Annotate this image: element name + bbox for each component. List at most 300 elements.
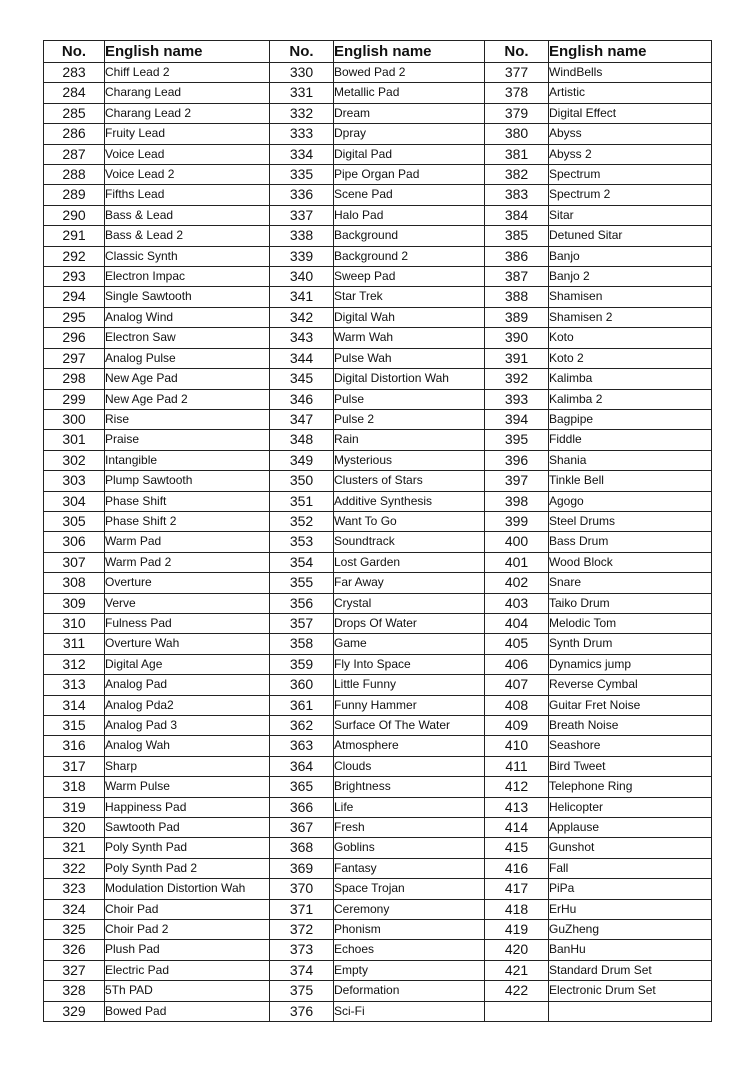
no-cell: 410: [485, 736, 549, 756]
header-name-2: English name: [334, 41, 485, 63]
name-cell: Electric Pad: [105, 960, 270, 980]
name-cell: Charang Lead 2: [105, 103, 270, 123]
name-cell: Far Away: [334, 573, 485, 593]
name-cell: Metallic Pad: [334, 83, 485, 103]
no-cell: 301: [44, 430, 105, 450]
no-cell: 352: [270, 511, 334, 531]
name-cell: Dream: [334, 103, 485, 123]
no-cell: 405: [485, 634, 549, 654]
no-cell: 297: [44, 348, 105, 368]
voice-list-table: [43, 40, 712, 1022]
no-cell: 382: [485, 165, 549, 185]
table-row: [44, 960, 712, 980]
no-cell: 377: [485, 63, 549, 83]
no-cell: 381: [485, 144, 549, 164]
name-cell: Deformation: [334, 981, 485, 1001]
no-cell: 294: [44, 287, 105, 307]
no-cell: 368: [270, 838, 334, 858]
name-cell: Little Funny: [334, 675, 485, 695]
no-cell: 284: [44, 83, 105, 103]
name-cell: Atmosphere: [334, 736, 485, 756]
no-cell: 411: [485, 756, 549, 776]
table-row: [44, 205, 712, 225]
header-row: [44, 41, 712, 63]
no-cell: 371: [270, 899, 334, 919]
no-cell: 309: [44, 593, 105, 613]
header-no-1: No.: [44, 41, 105, 63]
name-cell: Analog Wind: [105, 307, 270, 327]
name-cell: Want To Go: [334, 511, 485, 531]
table-row: [44, 409, 712, 429]
name-cell: Gunshot: [549, 838, 712, 858]
no-cell: 422: [485, 981, 549, 1001]
name-cell: Clouds: [334, 756, 485, 776]
name-cell: Goblins: [334, 838, 485, 858]
no-cell: 372: [270, 920, 334, 940]
no-cell: 310: [44, 613, 105, 633]
no-cell: 328: [44, 981, 105, 1001]
name-cell: Choir Pad 2: [105, 920, 270, 940]
name-cell: Analog Pulse: [105, 348, 270, 368]
name-cell: Digital Effect: [549, 103, 712, 123]
name-cell: Modulation Distortion Wah: [105, 879, 270, 899]
name-cell: Analog Pad: [105, 675, 270, 695]
table-row: [44, 511, 712, 531]
name-cell: Halo Pad: [334, 205, 485, 225]
name-cell: Bass & Lead: [105, 205, 270, 225]
name-cell: Melodic Tom: [549, 613, 712, 633]
no-cell: 360: [270, 675, 334, 695]
no-cell: 355: [270, 573, 334, 593]
name-cell: Koto: [549, 328, 712, 348]
name-cell: Fruity Lead: [105, 124, 270, 144]
no-cell: 286: [44, 124, 105, 144]
name-cell: Crystal: [334, 593, 485, 613]
table-row: [44, 797, 712, 817]
no-cell: 307: [44, 552, 105, 572]
no-cell: 340: [270, 267, 334, 287]
no-cell: 308: [44, 573, 105, 593]
no-cell: 344: [270, 348, 334, 368]
name-cell: WindBells: [549, 63, 712, 83]
table-row: [44, 246, 712, 266]
no-cell: 392: [485, 369, 549, 389]
name-cell: GuZheng: [549, 920, 712, 940]
name-cell: Pulse Wah: [334, 348, 485, 368]
name-cell: Funny Hammer: [334, 695, 485, 715]
name-cell: Soundtrack: [334, 532, 485, 552]
name-cell: Koto 2: [549, 348, 712, 368]
table-row: [44, 83, 712, 103]
name-cell: [549, 1001, 712, 1021]
no-cell: 370: [270, 879, 334, 899]
name-cell: Bass & Lead 2: [105, 226, 270, 246]
name-cell: ErHu: [549, 899, 712, 919]
name-cell: Digital Age: [105, 654, 270, 674]
name-cell: Reverse Cymbal: [549, 675, 712, 695]
no-cell: 417: [485, 879, 549, 899]
name-cell: Warm Pad: [105, 532, 270, 552]
name-cell: Overture: [105, 573, 270, 593]
no-cell: 362: [270, 716, 334, 736]
table-row: [44, 1001, 712, 1021]
no-cell: 299: [44, 389, 105, 409]
table-row: [44, 675, 712, 695]
no-cell: 373: [270, 940, 334, 960]
no-cell: 418: [485, 899, 549, 919]
name-cell: Space Trojan: [334, 879, 485, 899]
name-cell: Bird Tweet: [549, 756, 712, 776]
no-cell: 300: [44, 409, 105, 429]
name-cell: Analog Pda2: [105, 695, 270, 715]
no-cell: 321: [44, 838, 105, 858]
no-cell: 389: [485, 307, 549, 327]
name-cell: Digital Pad: [334, 144, 485, 164]
name-cell: Bagpipe: [549, 409, 712, 429]
table-row: [44, 185, 712, 205]
no-cell: 376: [270, 1001, 334, 1021]
no-cell: 323: [44, 879, 105, 899]
table-row: [44, 716, 712, 736]
name-cell: Telephone Ring: [549, 777, 712, 797]
name-cell: Analog Pad 3: [105, 716, 270, 736]
name-cell: Phase Shift 2: [105, 511, 270, 531]
name-cell: Poly Synth Pad: [105, 838, 270, 858]
no-cell: 421: [485, 960, 549, 980]
name-cell: 5Th PAD: [105, 981, 270, 1001]
name-cell: Background 2: [334, 246, 485, 266]
no-cell: 407: [485, 675, 549, 695]
name-cell: Spectrum: [549, 165, 712, 185]
table-row: [44, 573, 712, 593]
name-cell: Detuned Sitar: [549, 226, 712, 246]
name-cell: Verve: [105, 593, 270, 613]
name-cell: Drops Of Water: [334, 613, 485, 633]
no-cell: 332: [270, 103, 334, 123]
no-cell: 351: [270, 491, 334, 511]
no-cell: 327: [44, 960, 105, 980]
table-row: [44, 879, 712, 899]
no-cell: 394: [485, 409, 549, 429]
table-row: [44, 267, 712, 287]
name-cell: Pulse 2: [334, 409, 485, 429]
name-cell: Applause: [549, 818, 712, 838]
no-cell: 298: [44, 369, 105, 389]
name-cell: Fly Into Space: [334, 654, 485, 674]
name-cell: Shania: [549, 450, 712, 470]
no-cell: 413: [485, 797, 549, 817]
header-name-1: English name: [105, 41, 270, 63]
name-cell: Snare: [549, 573, 712, 593]
name-cell: Breath Noise: [549, 716, 712, 736]
table-row: [44, 818, 712, 838]
no-cell: 402: [485, 573, 549, 593]
no-cell: 379: [485, 103, 549, 123]
name-cell: Digital Wah: [334, 307, 485, 327]
no-cell: 333: [270, 124, 334, 144]
no-cell: 303: [44, 471, 105, 491]
name-cell: Surface Of The Water: [334, 716, 485, 736]
name-cell: Scene Pad: [334, 185, 485, 205]
table-row: [44, 471, 712, 491]
name-cell: Plush Pad: [105, 940, 270, 960]
no-cell: 313: [44, 675, 105, 695]
no-cell: 289: [44, 185, 105, 205]
table-row: [44, 226, 712, 246]
name-cell: Tinkle Bell: [549, 471, 712, 491]
table-row: [44, 165, 712, 185]
no-cell: 295: [44, 307, 105, 327]
no-cell: 322: [44, 858, 105, 878]
no-cell: 334: [270, 144, 334, 164]
no-cell: 386: [485, 246, 549, 266]
table-row: [44, 634, 712, 654]
table-row: [44, 899, 712, 919]
no-cell: 420: [485, 940, 549, 960]
name-cell: Banjo 2: [549, 267, 712, 287]
no-cell: 364: [270, 756, 334, 776]
no-cell: 353: [270, 532, 334, 552]
table-row: [44, 124, 712, 144]
table-row: [44, 756, 712, 776]
name-cell: Banjo: [549, 246, 712, 266]
table-row: [44, 654, 712, 674]
name-cell: Life: [334, 797, 485, 817]
table-row: [44, 695, 712, 715]
no-cell: 316: [44, 736, 105, 756]
no-cell: 365: [270, 777, 334, 797]
table-body: [44, 63, 712, 1022]
name-cell: Steel Drums: [549, 511, 712, 531]
name-cell: Bass Drum: [549, 532, 712, 552]
name-cell: Brightness: [334, 777, 485, 797]
no-cell: 409: [485, 716, 549, 736]
name-cell: Star Trek: [334, 287, 485, 307]
table-row: [44, 858, 712, 878]
name-cell: Synth Drum: [549, 634, 712, 654]
name-cell: Clusters of Stars: [334, 471, 485, 491]
name-cell: Abyss 2: [549, 144, 712, 164]
name-cell: Background: [334, 226, 485, 246]
no-cell: 331: [270, 83, 334, 103]
no-cell: 302: [44, 450, 105, 470]
table-row: [44, 981, 712, 1001]
no-cell: 305: [44, 511, 105, 531]
no-cell: 336: [270, 185, 334, 205]
name-cell: Warm Pad 2: [105, 552, 270, 572]
name-cell: Seashore: [549, 736, 712, 756]
name-cell: Voice Lead: [105, 144, 270, 164]
name-cell: Fiddle: [549, 430, 712, 450]
name-cell: Praise: [105, 430, 270, 450]
name-cell: Choir Pad: [105, 899, 270, 919]
no-cell: 324: [44, 899, 105, 919]
no-cell: 414: [485, 818, 549, 838]
table-row: [44, 430, 712, 450]
name-cell: Sci-Fi: [334, 1001, 485, 1021]
name-cell: Intangible: [105, 450, 270, 470]
no-cell: 287: [44, 144, 105, 164]
name-cell: Kalimba 2: [549, 389, 712, 409]
name-cell: New Age Pad 2: [105, 389, 270, 409]
name-cell: Wood Block: [549, 552, 712, 572]
header-no-2: No.: [270, 41, 334, 63]
no-cell: 380: [485, 124, 549, 144]
table-row: [44, 491, 712, 511]
no-cell: 335: [270, 165, 334, 185]
name-cell: Spectrum 2: [549, 185, 712, 205]
name-cell: Abyss: [549, 124, 712, 144]
no-cell: 391: [485, 348, 549, 368]
name-cell: Sitar: [549, 205, 712, 225]
no-cell: 403: [485, 593, 549, 613]
no-cell: 366: [270, 797, 334, 817]
name-cell: Agogo: [549, 491, 712, 511]
no-cell: 383: [485, 185, 549, 205]
no-cell: 312: [44, 654, 105, 674]
name-cell: Game: [334, 634, 485, 654]
name-cell: Rain: [334, 430, 485, 450]
name-cell: PiPa: [549, 879, 712, 899]
no-cell: 315: [44, 716, 105, 736]
no-cell: 285: [44, 103, 105, 123]
no-cell: 363: [270, 736, 334, 756]
table-row: [44, 593, 712, 613]
no-cell: 330: [270, 63, 334, 83]
name-cell: Mysterious: [334, 450, 485, 470]
name-cell: Overture Wah: [105, 634, 270, 654]
no-cell: 317: [44, 756, 105, 776]
table-row: [44, 450, 712, 470]
table-row: [44, 736, 712, 756]
no-cell: 314: [44, 695, 105, 715]
no-cell: 393: [485, 389, 549, 409]
table-row: [44, 144, 712, 164]
name-cell: Happiness Pad: [105, 797, 270, 817]
table-row: [44, 348, 712, 368]
no-cell: 349: [270, 450, 334, 470]
no-cell: 359: [270, 654, 334, 674]
no-cell: 348: [270, 430, 334, 450]
name-cell: Shamisen: [549, 287, 712, 307]
table-row: [44, 940, 712, 960]
name-cell: Shamisen 2: [549, 307, 712, 327]
header-no-3: No.: [485, 41, 549, 63]
no-cell: 325: [44, 920, 105, 940]
name-cell: Guitar Fret Noise: [549, 695, 712, 715]
no-cell: 400: [485, 532, 549, 552]
no-cell: 408: [485, 695, 549, 715]
no-cell: 388: [485, 287, 549, 307]
no-cell: 293: [44, 267, 105, 287]
no-cell: 396: [485, 450, 549, 470]
no-cell: 357: [270, 613, 334, 633]
no-cell: 390: [485, 328, 549, 348]
table-row: [44, 63, 712, 83]
name-cell: Sawtooth Pad: [105, 818, 270, 838]
name-cell: Poly Synth Pad 2: [105, 858, 270, 878]
name-cell: Lost Garden: [334, 552, 485, 572]
name-cell: Electron Saw: [105, 328, 270, 348]
no-cell: 395: [485, 430, 549, 450]
name-cell: Rise: [105, 409, 270, 429]
no-cell: 354: [270, 552, 334, 572]
name-cell: Warm Wah: [334, 328, 485, 348]
name-cell: Fantasy: [334, 858, 485, 878]
no-cell: 311: [44, 634, 105, 654]
name-cell: Fresh: [334, 818, 485, 838]
name-cell: Phonism: [334, 920, 485, 940]
no-cell: 374: [270, 960, 334, 980]
name-cell: Taiko Drum: [549, 593, 712, 613]
table-row: [44, 613, 712, 633]
no-cell: 416: [485, 858, 549, 878]
no-cell: 304: [44, 491, 105, 511]
table-row: [44, 920, 712, 940]
name-cell: Charang Lead: [105, 83, 270, 103]
no-cell: 283: [44, 63, 105, 83]
name-cell: Electronic Drum Set: [549, 981, 712, 1001]
table-row: [44, 103, 712, 123]
no-cell: 345: [270, 369, 334, 389]
no-cell: 361: [270, 695, 334, 715]
no-cell: 346: [270, 389, 334, 409]
name-cell: Helicopter: [549, 797, 712, 817]
name-cell: Analog Wah: [105, 736, 270, 756]
table-row: [44, 389, 712, 409]
no-cell: [485, 1001, 549, 1021]
name-cell: Sharp: [105, 756, 270, 776]
header-name-3: English name: [549, 41, 712, 63]
name-cell: New Age Pad: [105, 369, 270, 389]
name-cell: Classic Synth: [105, 246, 270, 266]
no-cell: 339: [270, 246, 334, 266]
name-cell: Echoes: [334, 940, 485, 960]
name-cell: Bowed Pad 2: [334, 63, 485, 83]
no-cell: 341: [270, 287, 334, 307]
no-cell: 412: [485, 777, 549, 797]
no-cell: 296: [44, 328, 105, 348]
name-cell: Empty: [334, 960, 485, 980]
name-cell: Chiff Lead 2: [105, 63, 270, 83]
name-cell: Plump Sawtooth: [105, 471, 270, 491]
no-cell: 387: [485, 267, 549, 287]
table-row: [44, 287, 712, 307]
name-cell: Fulness Pad: [105, 613, 270, 633]
name-cell: Single Sawtooth: [105, 287, 270, 307]
no-cell: 343: [270, 328, 334, 348]
no-cell: 291: [44, 226, 105, 246]
no-cell: 292: [44, 246, 105, 266]
name-cell: Artistic: [549, 83, 712, 103]
no-cell: 404: [485, 613, 549, 633]
no-cell: 290: [44, 205, 105, 225]
name-cell: Fifths Lead: [105, 185, 270, 205]
name-cell: Digital Distortion Wah: [334, 369, 485, 389]
no-cell: 358: [270, 634, 334, 654]
name-cell: Pipe Organ Pad: [334, 165, 485, 185]
no-cell: 320: [44, 818, 105, 838]
name-cell: Warm Pulse: [105, 777, 270, 797]
name-cell: Electron Impac: [105, 267, 270, 287]
no-cell: 356: [270, 593, 334, 613]
table-row: [44, 307, 712, 327]
no-cell: 367: [270, 818, 334, 838]
no-cell: 318: [44, 777, 105, 797]
name-cell: Dpray: [334, 124, 485, 144]
no-cell: 338: [270, 226, 334, 246]
table-row: [44, 369, 712, 389]
